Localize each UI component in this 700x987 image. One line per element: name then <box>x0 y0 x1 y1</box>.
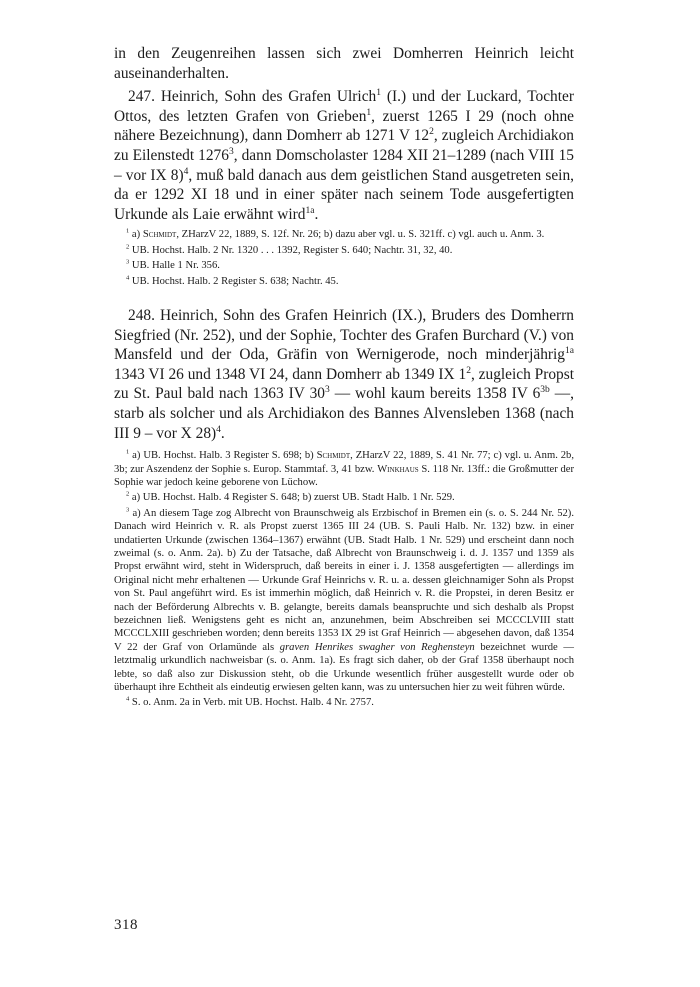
footnote-ref: 4 <box>216 423 221 435</box>
footnote-number: 4 <box>126 274 130 282</box>
footnote-text: , ZHarzV 22, 1889, S. 41 Nr. 77; c) vgl. u. Anm. 2b, 3b; zur Aszendenz der Sophie s. Europ. Stammtaf. 3, 41 bzw. <box>114 450 574 475</box>
entry-247-footnotes <box>114 228 574 288</box>
entry-248-paragraph <box>114 306 574 443</box>
footnote <box>114 228 574 241</box>
footnote <box>114 449 574 489</box>
footnote-number: 1 <box>126 448 130 456</box>
footnote-text: UB. Hochst. Halb. 2 Nr. 1320 . . . 1392, Register S. 640; Nachtr. 31, 32, 40. <box>129 244 453 256</box>
footnote-ref: 4 <box>183 165 189 177</box>
author-name: Winkhaus <box>377 463 419 475</box>
footnote <box>114 275 574 288</box>
entry-247-text: 247. Heinrich, Sohn des Grafen Ulrich <box>128 88 377 106</box>
footnote-text: a) UB. Hochst. Halb. 3 Register S. 698; b) <box>129 450 317 462</box>
footnote-text: S. 118 Nr. 13ff.: die Großmutter der Sophie war jedoch keine geborene von Lüchow. <box>114 463 574 488</box>
entry-247-text: , zugleich Archidiakon zu Eilenstedt 1276 <box>114 127 574 164</box>
entry-247-text: . <box>314 205 319 223</box>
footnote-text: bezeichnet wurde — letztmalig urkundlich nachweisbar (s. o. Anm. 1a). Es fragt sich daher, ob der Graf 1358 überhaupt noch lebte, so daß also zur Diskussion steht, ob die Urkunde wesentlich früher ausgestellt wurde oder ob überhaupt ihre Echtheit als eindeutig erwiesen gelten kann, was zu untersuchen hier zu weit führen würde. <box>114 641 574 694</box>
book-page <box>114 44 574 712</box>
footnote-text: S. o. Anm. 2a in Verb. mit UB. Hochst. Halb. 4 Nr. 2757. <box>129 697 374 709</box>
footnote <box>114 244 574 257</box>
entry-247-text: (I.) und der Luckard, Tochter Ottos, des letzten Grafen von Grieben <box>114 88 574 125</box>
entry-248-text: 248. Heinrich, Sohn des Grafen Heinrich (IX.), Bruders des Domherrn Siegfried (Nr. 252), und der Sophie, Tochter des Grafen Burchard (V.) von Mansfeld und der Oda, Gräfin von Wernigerode, noch minderjährig <box>114 306 574 364</box>
footnote <box>114 491 574 504</box>
footnote-number: 3 <box>126 258 130 266</box>
footnote-ref: 1a <box>565 345 574 357</box>
opening-paragraph: in den Zeugenreihen lassen sich zwei Domherren Heinrich leicht auseinanderhalten. <box>114 45 574 82</box>
quoted-source-text: graven Henrikes swagher von Reghensteyn <box>279 641 475 653</box>
footnote-text: UB. Hochst. Halb. 2 Register S. 638; Nachtr. 45. <box>129 275 339 287</box>
entry-247-text: , zuerst 1265 I 29 (noch ohne nähere Bezeichnung), dann Domherr ab 1271 V 12 <box>114 107 574 145</box>
footnote-ref: 3 <box>228 145 234 157</box>
footnote <box>114 696 574 709</box>
footnote-number: 1 <box>126 227 130 235</box>
footnote-text: a) <box>129 229 143 241</box>
entry-247-text: , muß bald danach aus dem geistlichen Stand ausgetreten sein, da er 1292 XI 18 und in einer später nach seinem Tode ausgefertigten Urkunde als Laie erwähnt wird <box>114 166 574 223</box>
footnote-ref: 2 <box>466 364 471 376</box>
footnote-ref: 3b <box>540 384 550 396</box>
author-name: Schmidt <box>316 450 351 462</box>
footnote-ref: 3 <box>324 384 330 396</box>
entry-248-text: 1343 VI 26 und 1348 VI 24, dann Domherr ab 1349 IX 1 <box>114 365 467 383</box>
footnote-text: , ZHarzV 22, 1889, S. 12f. Nr. 26; b) dazu aber vgl. u. S. 321ff. c) vgl. auch u. Anm. 3. <box>176 229 545 241</box>
entry-247-paragraph <box>114 87 574 224</box>
footnote <box>114 259 574 272</box>
footnote-number: 3 <box>126 506 130 514</box>
entry-248-text: . <box>220 424 225 442</box>
footnote-ref: 1a <box>305 204 315 216</box>
footnote-ref: 2 <box>429 126 434 138</box>
footnote <box>114 507 574 695</box>
footnote-text: a) An diesem Tage zog Albrecht von Braunschweig als Erzbischof in Bremen ein (s. o. S. 244 Nr. 52). Danach wird Heinrich v. R. als Propst zuerst 1365 III 24 (UB. S. Pauli Halb. Nr. 132) bzw. in einer undatierten Urkunde (zwischen 1364–1367) erwähnt (UB. Stadt Halb. 1 Nr. 529) und erscheint dann noch zweimal (s. o. Anm. 2a). b) Zu der Tatsache, daß Albrecht von Braunschweig i. d. J. 1357 und 1359 als Propst erwähnt wird, steht in Widerspruch, daß bereits in einer i. J. 1358 ausgefertigten — allerdings im Original nicht mehr erhaltenen — Urkunde Graf Heinrichs v. R. u. a. dessen gleichnamiger Sohn als Propst von St. Paul angeführt wird. Es ist immerhin möglich, daß Heinrich v. R. die Propstei, in deren Besitz er nach der Beförderung Albrechts v. B. gelangte, bereits damals beanspruchte und sich deshalb als Propst bezeichnen ließ. Wenigstens geht es nicht an, anzunehmen, beim Abschreiben sei MCCCLVIII statt MCCCLXIII geschrieben worden; denn bereits 1353 IX 29 ist Graf Heinrich — abgesehen davon, daß 1354 V 22 der Graf von Orlamünde als <box>114 507 574 653</box>
page-number: 318 <box>114 917 138 933</box>
entry-247-text: , dann Domscholaster 1284 XII 21–1289 (nach VIII 15 – vor IX 8) <box>114 146 574 184</box>
footnote-ref: 1 <box>366 106 372 118</box>
footnote-number: 2 <box>126 490 130 498</box>
author-name: Schmidt <box>142 229 177 241</box>
footnote-ref: 1 <box>376 87 381 99</box>
footnote-number: 4 <box>126 695 130 703</box>
entry-248-text: — wohl kaum bereits 1358 IV 6 <box>329 385 541 403</box>
footnote-text: UB. Halle 1 Nr. 356. <box>129 260 220 272</box>
entry-248-text: , zugleich Propst zu St. Paul bald nach 1363 IV 30 <box>114 365 575 403</box>
entry-248-text: —, starb als solcher und als Archidiakon des Bannes Alvensleben 1368 (nach III 9 – vor X 28) <box>114 385 574 442</box>
entry-248-footnotes <box>114 449 574 710</box>
footnote-number: 2 <box>126 243 130 251</box>
footnote-text: a) UB. Hochst. Halb. 4 Register S. 648; b) zuerst UB. Stadt Halb. 1 Nr. 529. <box>129 492 455 504</box>
